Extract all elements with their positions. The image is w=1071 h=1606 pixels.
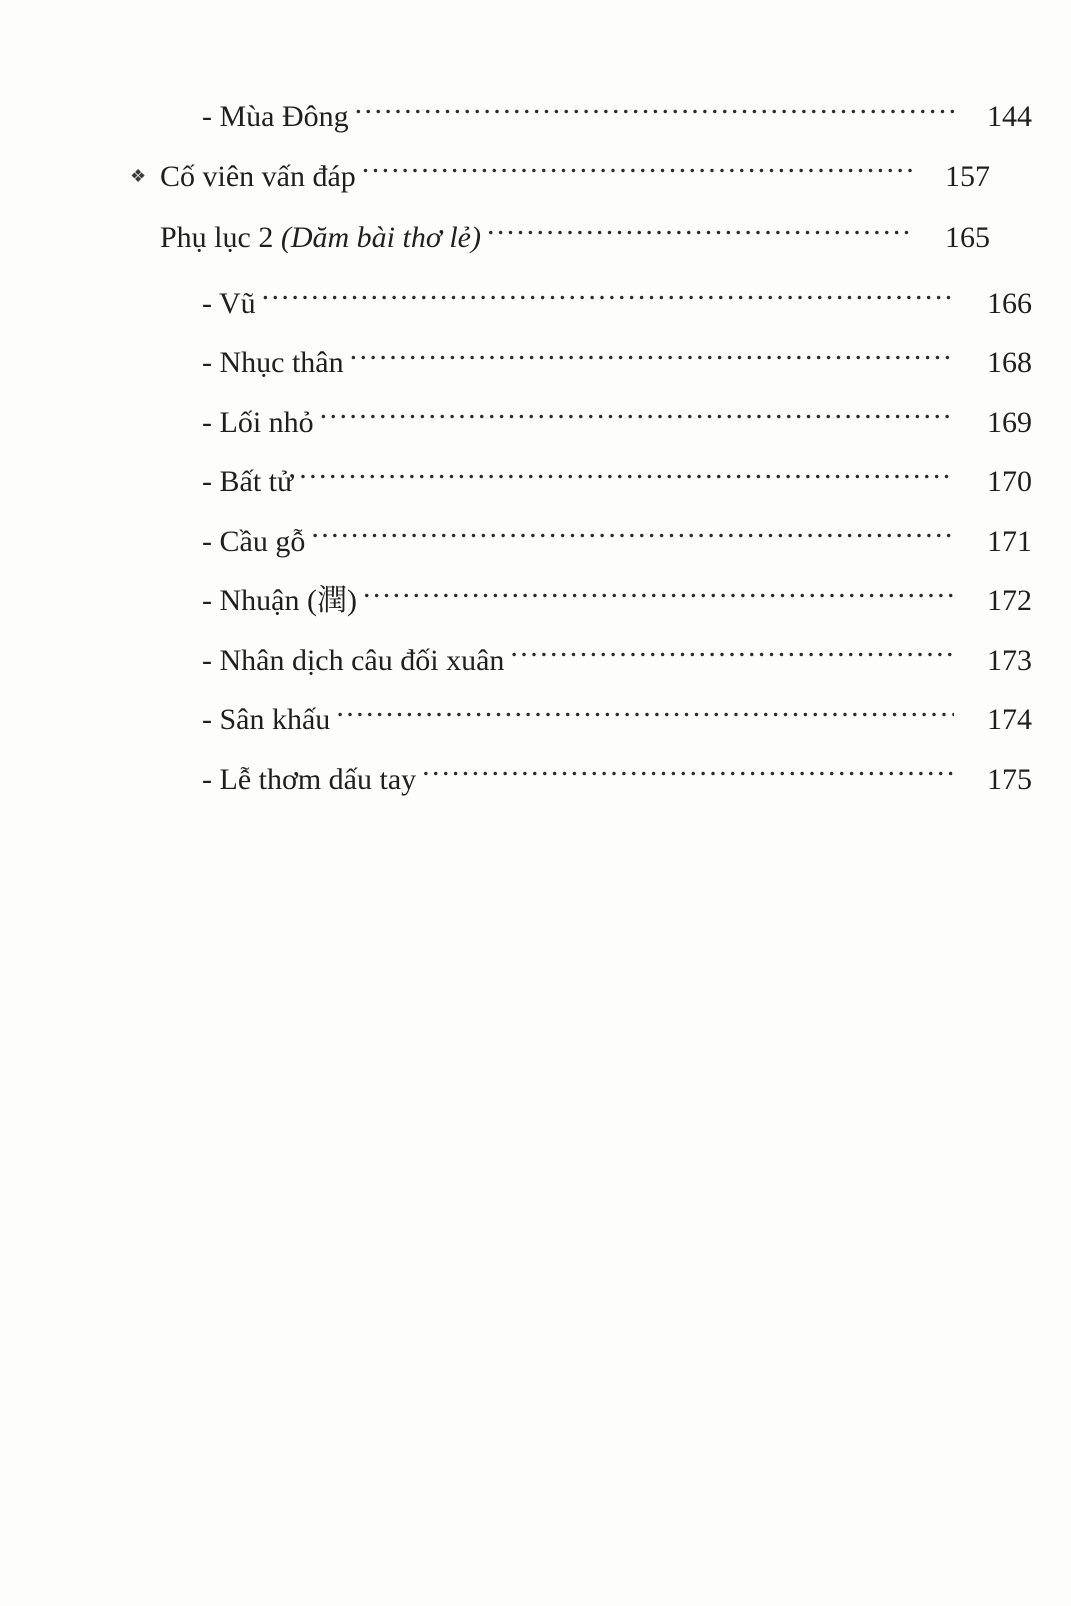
toc-dot-leader: [362, 156, 912, 186]
toc-dot-leader: [350, 342, 954, 372]
toc-entry-label-text: Phụ lục 2: [160, 221, 281, 254]
toc-entry[interactable]: [130, 521, 1032, 563]
toc-entry-label-text: - Vũ: [202, 286, 256, 320]
toc-page-number: 175: [987, 762, 1032, 796]
toc-page-number: 157: [945, 159, 990, 193]
toc-entry-label: [160, 157, 360, 198]
toc-entry-label-text: - Mùa Đông: [202, 100, 349, 133]
toc-entry-label: [202, 343, 348, 384]
toc-entry-label: [202, 403, 318, 444]
toc-bullet-icon: ❖: [130, 165, 147, 186]
toc-entry[interactable]: [130, 580, 1032, 622]
toc-entry[interactable]: [130, 342, 1032, 384]
toc-entry-label: [202, 641, 508, 682]
toc-entry-label: [202, 97, 353, 138]
toc-page-number: 144: [987, 100, 1032, 133]
toc-dot-leader: [299, 461, 954, 491]
toc-entry-label-text: - Bất tử: [202, 465, 294, 498]
toc-entry[interactable]: [130, 217, 990, 259]
toc-page-number: 172: [987, 584, 1032, 617]
toc-dot-leader: [336, 699, 954, 729]
toc-entry[interactable]: [130, 461, 1032, 503]
toc-page-number: 166: [987, 286, 1032, 320]
toc-entry-label-italic: (Dăm bài thơ lẻ): [280, 221, 481, 254]
toc-entry-label: [160, 218, 485, 259]
toc-entry-label: [202, 760, 420, 801]
toc-dot-leader: [363, 580, 954, 610]
toc-dot-leader: [262, 283, 954, 313]
toc-page-number: 170: [987, 465, 1032, 498]
toc-page-number: 165: [945, 221, 990, 254]
toc-page-number: 169: [987, 405, 1032, 439]
toc-entry-label-text: - Lễ thơm dấu tay: [202, 762, 417, 796]
toc-dot-leader: [487, 217, 912, 247]
toc-dot-leader: [422, 759, 954, 789]
toc-entry-label-text: - Nhục thân: [202, 346, 344, 379]
toc-entry[interactable]: [130, 156, 990, 198]
toc-entry-label: [202, 462, 297, 503]
toc-page-number: 173: [987, 643, 1032, 677]
toc-entry-label: [202, 284, 260, 325]
toc-page-number: 168: [987, 346, 1032, 379]
toc-entry[interactable]: [130, 699, 1032, 741]
toc-page-number: 171: [987, 524, 1032, 558]
toc-entry[interactable]: [130, 402, 1032, 444]
toc-entry-label-text: - Nhân dịch câu đối xuân: [202, 643, 505, 677]
toc-entry[interactable]: [130, 283, 1032, 325]
toc-entry-label: [202, 522, 309, 563]
toc-entry-label: [202, 700, 334, 741]
toc-entry[interactable]: [130, 759, 1032, 801]
table-of-contents: [130, 96, 1032, 818]
toc-dot-leader: [311, 521, 954, 551]
toc-dot-leader: [510, 640, 954, 670]
toc-entry-label-text: - Lối nhỏ: [202, 405, 314, 439]
toc-dot-leader: [355, 96, 954, 126]
toc-entry-label-text: - Cầu gỗ: [202, 524, 306, 558]
toc-entry-label-text: Cố viên vấn đáp: [160, 159, 356, 193]
toc-page-number: 174: [987, 703, 1032, 736]
toc-dot-leader: [320, 402, 954, 432]
toc-entry-label: [202, 581, 361, 622]
toc-entry[interactable]: [130, 96, 1032, 138]
toc-entry-label-text: - Sân khấu: [202, 703, 331, 736]
toc-entry-label-text: - Nhuận (潤): [202, 584, 357, 617]
toc-entry[interactable]: [130, 640, 1032, 682]
